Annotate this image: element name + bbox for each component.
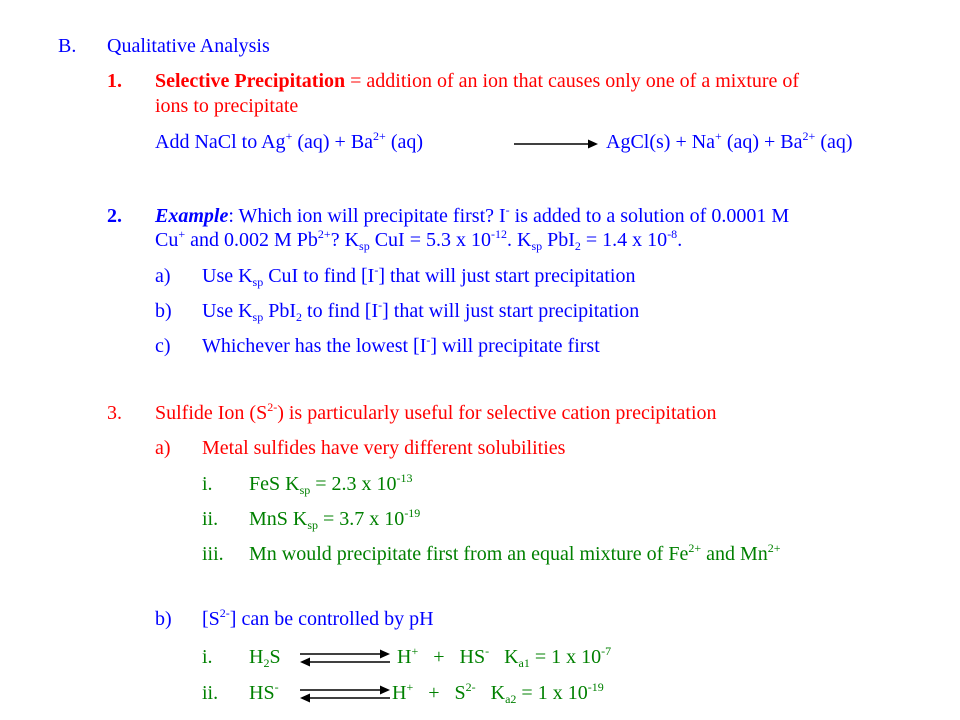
item3a-i-label: i. <box>202 473 213 495</box>
section-letter: B. <box>58 35 77 57</box>
item3a-iii-label: iii. <box>202 543 224 565</box>
equilibrium-arrow-icon <box>298 684 392 704</box>
item3-number: 3. <box>107 402 122 424</box>
item3a-label: a) <box>155 437 171 459</box>
item3b-i-label: i. <box>202 646 213 668</box>
item1-term: Selective Precipitation <box>155 70 346 92</box>
item3b-text: $[S^{2-}]$ can be controlled by pH <box>202 606 434 630</box>
item2-line2: Cu+ and 0.002 M $Pb^{2+}$? $K_{sp}$ CuI = 5.3 x $10^{-12}$. $K_{sp}$ PbI$_2$ = 1.4 x $10^{-8}$. <box>155 227 683 253</box>
item2-number: 2. <box>107 205 122 227</box>
section-title: Qualitative Analysis <box>107 35 270 57</box>
item3a-i-text: FeS $K_{sp} = 2.3$ x $10^{-13}$ <box>249 471 413 497</box>
item3a-iii-text: Mn would precipitate first from an equal mixture of $Fe^{2+}$ and $Mn^{2+}$ <box>249 541 781 565</box>
item2a-text: Use $K_{sp}$ CuI to find [I-] that will just start precipitation <box>202 263 636 289</box>
item3b-ii-label: ii. <box>202 682 219 704</box>
item3a-text: Metal sulfides have very different solubilities <box>202 437 566 459</box>
item1-equation-reactants: Add NaCl to Ag+ $(aq) + Ba^{2+}$ (aq) <box>155 129 424 153</box>
item2c-label: c) <box>155 335 171 357</box>
item3b-i-reactant: $H_2S$ <box>249 646 281 670</box>
item1-number: 1. <box>107 70 122 92</box>
item2-line1: Example: Which ion will precipitate first? I- is added to a solution of 0.0001 M <box>155 203 790 227</box>
item1-equation-products: AgCl(s) + Na+ $(aq) + Ba^{2+}$ (aq) <box>606 129 853 153</box>
reaction-arrow-icon <box>512 136 600 152</box>
item2c-text: Whichever has the lowest [I-] will precipitate first <box>202 333 600 357</box>
item3b-ii-products: $H^+ + S^{2-}$ $K_{a2} = 1$ x $10^{-19}$ <box>392 680 604 706</box>
item3-text: Sulfide Ion $(S^{2-})$ is particularly useful for selective cation precipitation <box>155 400 717 424</box>
item3b-i-products: H+ + HS- $K_{a1} = 1$ x $10^{-7}$ <box>397 644 612 670</box>
item1-definition-line2: ions to precipitate <box>155 95 299 117</box>
item2b-label: b) <box>155 300 172 322</box>
example-label: Example <box>155 205 229 227</box>
item3a-ii-label: ii. <box>202 508 219 530</box>
item3b-label: b) <box>155 608 172 630</box>
item3a-ii-text: MnS $K_{sp} = 3.7$ x $10^{-19}$ <box>249 506 421 532</box>
equilibrium-arrow-icon <box>298 648 392 668</box>
item3b-ii-reactant: HS- <box>249 680 279 704</box>
item1-definition-line1: Selective Precipitation = addition of an ion that causes only one of a mixture of <box>155 70 800 92</box>
item2b-text: Use $K_{sp}$ PbI$_2$ to find [I-] that will just start precipitation <box>202 298 640 324</box>
item2a-label: a) <box>155 265 171 287</box>
